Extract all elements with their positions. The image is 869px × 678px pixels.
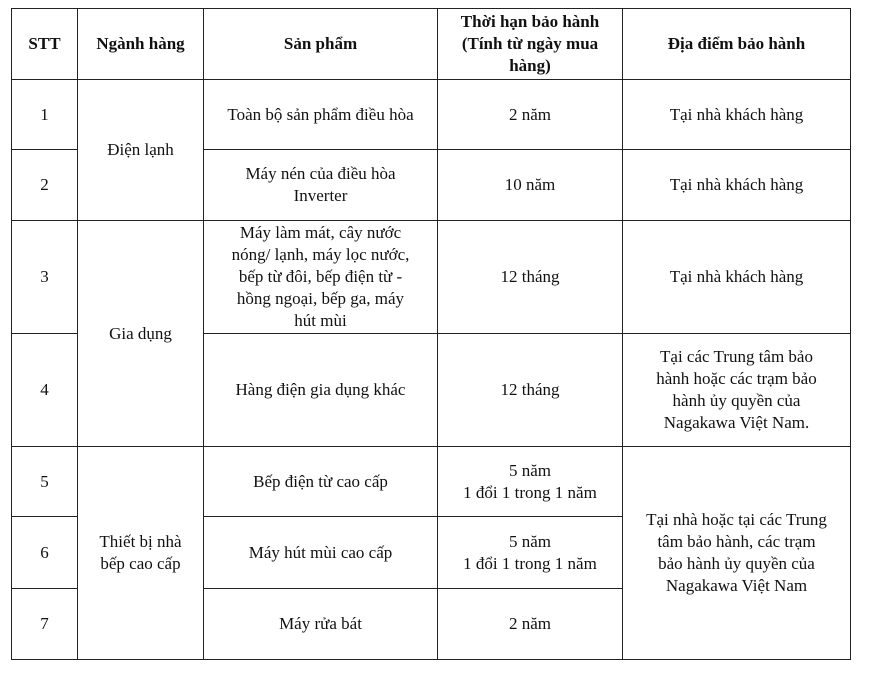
product-cell <box>204 221 438 334</box>
category-cell: Điện lạnh <box>78 80 204 221</box>
product-cell <box>204 150 438 221</box>
period-line: 5 năm <box>508 531 552 551</box>
table-row <box>12 447 851 517</box>
product-line: Máy làm mát, cây nước <box>239 223 402 242</box>
location-cell <box>623 150 851 221</box>
period-cell <box>438 447 623 517</box>
stt-cell: 2 <box>12 150 78 221</box>
stt-cell: 1 <box>12 80 78 150</box>
table-row <box>12 80 851 150</box>
product-cell <box>204 334 438 447</box>
header-period <box>438 9 623 80</box>
location-line: bảo hành ủy quyền của <box>658 554 815 573</box>
period-line: 1 đổi 1 trong 1 năm <box>463 553 597 573</box>
location-line: Tại nhà hoặc tại các Trung <box>646 510 827 529</box>
location-line: hành ủy quyền của <box>672 391 801 410</box>
product-line: Inverter <box>293 186 348 205</box>
product-line: nóng/ lạnh, máy lọc nước, <box>231 245 410 264</box>
stt-cell: 3 <box>12 221 78 334</box>
period-line: 12 tháng <box>500 380 560 399</box>
period-cell <box>438 517 623 589</box>
product-cell <box>204 589 438 660</box>
warranty-table <box>11 8 851 660</box>
product-cell <box>204 517 438 589</box>
product-line: hồng ngoại, bếp ga, máy <box>236 289 405 308</box>
location-cell <box>623 334 851 447</box>
location-cell <box>623 80 851 150</box>
location-line: Nagakawa Việt Nam <box>665 576 808 595</box>
product-line: Hàng điện gia dụng khác <box>235 380 406 399</box>
stt-cell: 4 <box>12 334 78 447</box>
location-cell <box>623 221 851 334</box>
period-cell <box>438 80 623 150</box>
location-line: Nagakawa Việt Nam. <box>663 413 810 432</box>
header-period-line: Thời hạn bảo hành <box>460 12 600 31</box>
period-cell <box>438 589 623 660</box>
period-line: 5 năm <box>508 460 552 480</box>
product-line: Toàn bộ sản phẩm điều hòa <box>227 104 414 124</box>
header-product: Sản phẩm <box>204 9 438 80</box>
product-line: Máy nén của điều hòa <box>245 164 396 183</box>
header-row <box>12 9 851 80</box>
location-line: Tại các Trung tâm bảo <box>660 347 813 366</box>
header-period-line: hàng) <box>509 56 551 75</box>
stt-cell: 7 <box>12 589 78 660</box>
product-cell <box>204 447 438 517</box>
period-line: 2 năm <box>508 614 552 633</box>
stt-cell: 5 <box>12 447 78 517</box>
header-category: Ngành hàng <box>78 9 204 80</box>
period-cell <box>438 334 623 447</box>
location-cell <box>623 447 851 660</box>
category-cell <box>78 447 204 660</box>
product-line: Máy rửa bát <box>279 614 362 633</box>
location-line: Tại nhà khách hàng <box>669 267 804 286</box>
category-line: Thiết bị nhà <box>99 532 182 551</box>
period-line: 12 tháng <box>500 267 560 286</box>
location-line: Tại nhà khách hàng <box>669 175 804 194</box>
period-line: 2 năm <box>508 104 552 124</box>
period-cell <box>438 221 623 334</box>
stt-cell: 6 <box>12 517 78 589</box>
header-period-line: (Tính từ ngày mua <box>461 34 599 53</box>
location-line: Tại nhà khách hàng <box>669 104 804 124</box>
period-line: 1 đổi 1 trong 1 năm <box>463 482 597 502</box>
product-line: Máy hút mùi cao cấp <box>248 542 393 562</box>
period-line: 10 năm <box>504 175 556 194</box>
header-stt: STT <box>12 9 78 80</box>
header-location: Địa điểm bảo hành <box>623 9 851 80</box>
product-line: Bếp điện từ cao cấp <box>253 471 388 491</box>
category-cell: Gia dụng <box>78 221 204 447</box>
product-line: hút mùi <box>294 311 347 330</box>
location-line: hành hoặc các trạm bảo <box>656 369 817 388</box>
category-line: bếp cao cấp <box>100 554 181 573</box>
table-row <box>12 221 851 334</box>
period-cell <box>438 150 623 221</box>
product-cell <box>204 80 438 150</box>
product-line: bếp từ đôi, bếp điện từ - <box>238 267 403 286</box>
location-line: tâm bảo hành, các trạm <box>657 532 816 551</box>
